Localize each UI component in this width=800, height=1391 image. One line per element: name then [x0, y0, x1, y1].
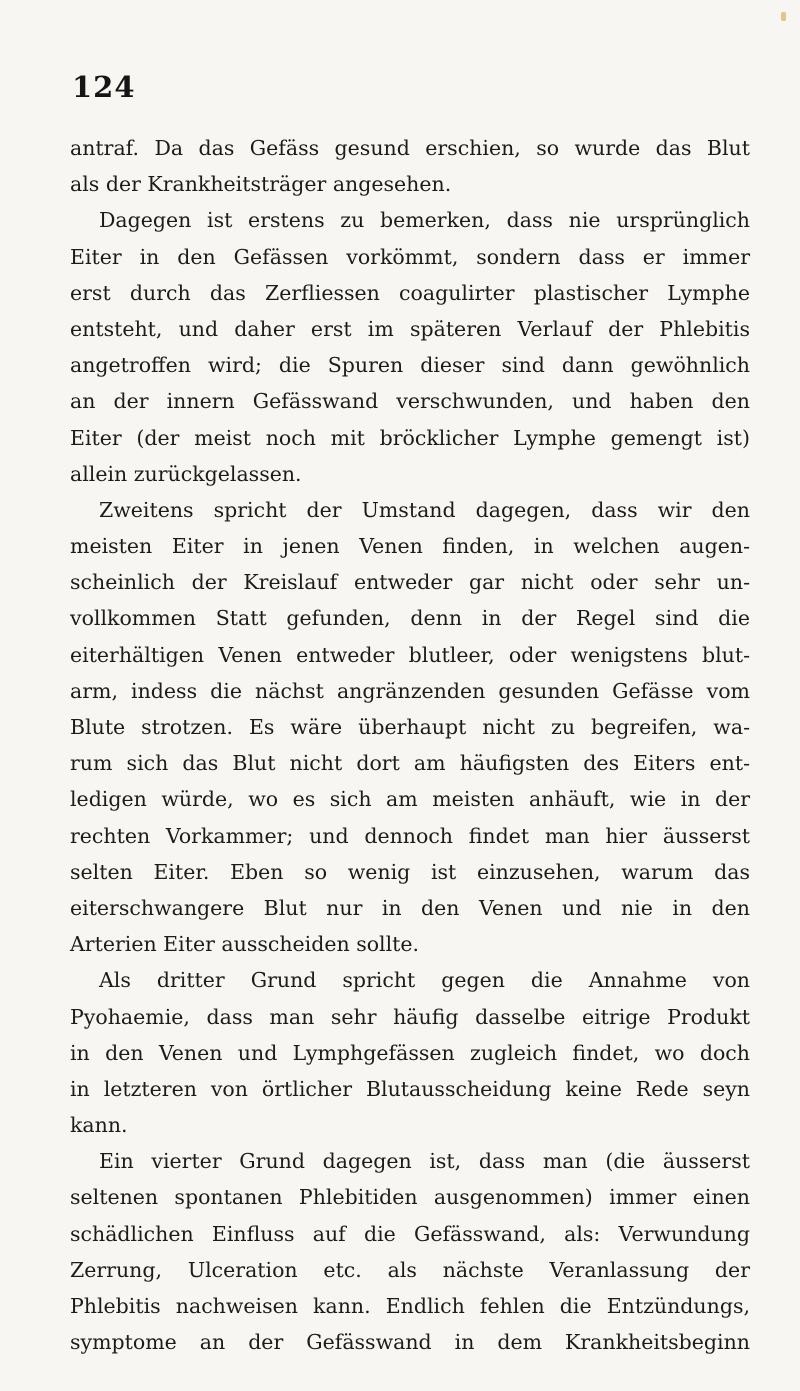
text-line: Blute strotzen. Es wäre überhaupt nicht zu begreifen, wa-	[70, 715, 750, 739]
text-line: symptome an der Gefässwand in dem Krankheitsbeginn	[70, 1330, 750, 1355]
text-line: entsteht, und daher erst im späteren Verlauf der Phlebitis	[70, 316, 750, 341]
text-line: arm, indess die nächst angränzenden gesunden Gefässe vom	[70, 678, 750, 703]
text-line: meisten Eiter in jenen Venen finden, in welchen augen-	[70, 534, 750, 559]
text-line: rum sich das Blut nicht dort am häufigsten des Eiters ent-	[70, 751, 750, 776]
text-line: Dagegen ist erstens zu bemerken, dass nie ursprünglich	[99, 208, 750, 233]
text-line: schädlichen Einfluss auf die Gefässwand, als: Verwundung	[70, 1221, 750, 1246]
text-line: Eiter in den Gefässen vorkömmt, sondern dass er immer	[70, 244, 750, 269]
text-line: kann.	[70, 1113, 128, 1138]
text-line: Phlebitis nachweisen kann. Endlich fehlen die Entzündungs,	[70, 1294, 750, 1318]
text-line: an der innern Gefässwand verschwunden, und haben den	[70, 389, 750, 414]
text-line: in letzteren von örtlicher Blutausscheidung keine Rede seyn	[70, 1076, 750, 1101]
body-text	[70, 130, 750, 1360]
text-line: erst durch das Zerfliessen coagulirter plastischer Lymphe	[70, 280, 750, 305]
text-line: scheinlich der Kreislauf entweder gar nicht oder sehr un-	[70, 570, 750, 595]
text-line: Als dritter Grund spricht gegen die Annahme von	[99, 968, 750, 993]
page-edge-mark	[781, 12, 786, 21]
text-line: seltenen spontanen Phlebitiden ausgenommen) immer einen	[70, 1185, 750, 1210]
text-line: angetroffen wird; die Spuren dieser sind dann gewöhnlich	[70, 353, 750, 378]
text-line: selten Eiter. Eben so wenig ist einzusehen, warum das	[70, 859, 750, 884]
text-line: Pyohaemie, dass man sehr häufig dasselbe eitrige Produkt	[70, 1004, 750, 1029]
text-line: rechten Vorkammer; und dennoch findet man hier äusserst	[70, 823, 750, 848]
text-line: als der Krankheitsträger angesehen.	[70, 172, 452, 197]
text-line: antraf. Da das Gefäss gesund erschien, so wurde das Blut	[70, 136, 750, 160]
text-line: eiterhältigen Venen entweder blutleer, oder wenigstens blut-	[70, 642, 750, 667]
text-line: Ein vierter Grund dagegen ist, dass man (die äusserst	[99, 1149, 750, 1174]
text-line: allein zurückgelassen.	[70, 461, 302, 486]
text-line: in den Venen und Lymphgefässen zugleich findet, wo doch	[70, 1040, 750, 1065]
text-line: Eiter (der meist noch mit bröcklicher Lymphe gemengt ist)	[70, 425, 750, 450]
text-line: Zweitens spricht der Umstand dagegen, dass wir den	[99, 497, 750, 522]
text-line: Arterien Eiter ausscheiden sollte.	[70, 932, 420, 957]
text-line: vollkommen Statt gefunden, denn in der Regel sind die	[70, 606, 750, 631]
text-line: ledigen würde, wo es sich am meisten anhäuft, wie in der	[70, 787, 750, 812]
text-line: eiterschwangere Blut nur in den Venen und nie in den	[70, 895, 750, 920]
page-number: 124	[72, 70, 136, 104]
text-line: Zerrung, Ulceration etc. als nächste Veranlassung der	[70, 1257, 750, 1282]
